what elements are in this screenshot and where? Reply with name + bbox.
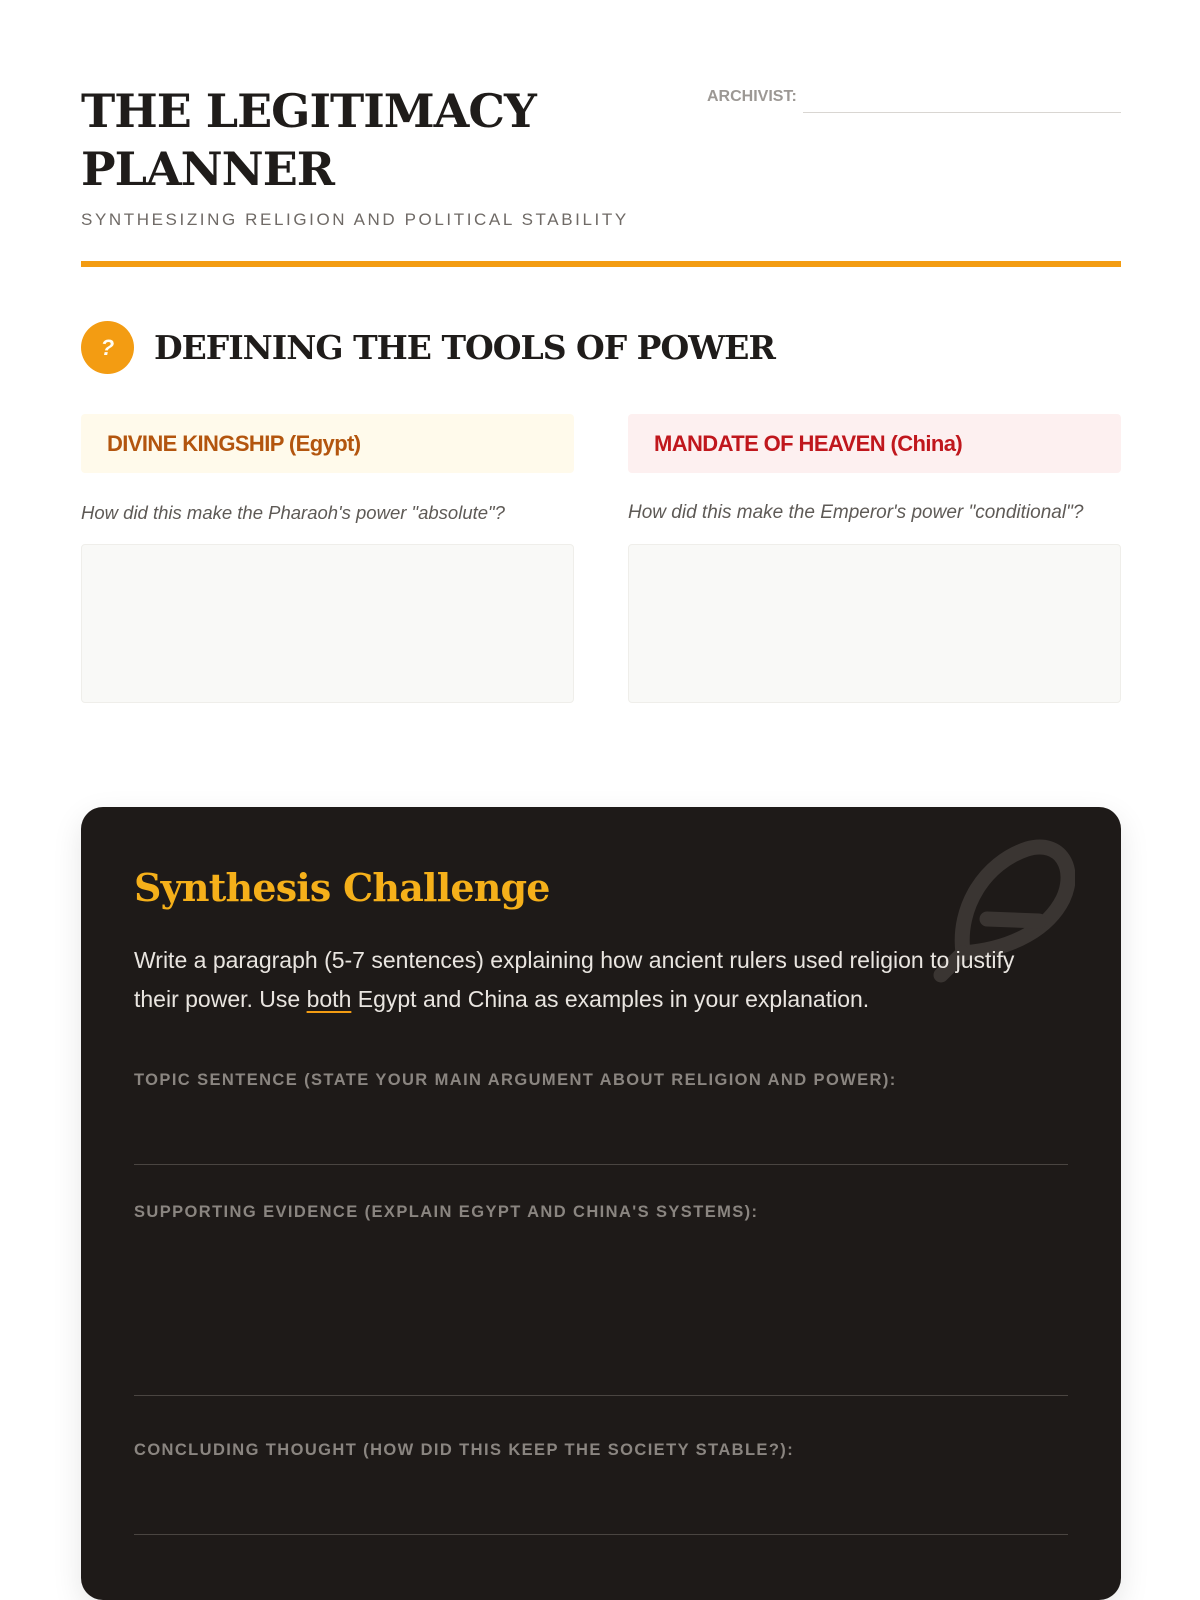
instructions-emphasis: both bbox=[306, 986, 352, 1012]
synthesis-instructions bbox=[134, 941, 1034, 1019]
page-subtitle: SYNTHESIZING RELIGION AND POLITICAL STABILITY bbox=[81, 210, 629, 229]
concept-column-china bbox=[628, 414, 1121, 703]
topic-sentence-field bbox=[134, 1071, 1068, 1090]
concept-column-egypt bbox=[81, 414, 574, 703]
archivist-field bbox=[707, 88, 1121, 114]
header-divider bbox=[81, 261, 1121, 267]
supporting-evidence-field bbox=[134, 1203, 1068, 1222]
concluding-thought-input[interactable] bbox=[134, 1534, 1068, 1535]
worksheet-page bbox=[81, 0, 1121, 1600]
question-mark-icon: ? bbox=[81, 321, 134, 374]
header bbox=[81, 82, 1121, 268]
topic-sentence-input[interactable] bbox=[134, 1164, 1068, 1165]
section-heading bbox=[81, 321, 1121, 375]
instructions-text-end: Egypt and China as examples in your explanation. bbox=[351, 986, 870, 1012]
section-title: DEFINING THE TOOLS OF POWER bbox=[154, 328, 775, 367]
answer-box-china[interactable] bbox=[628, 544, 1121, 703]
instructions-text: Write a paragraph (5-7 sentences) explaining how ancient rulers used religion to justify their power. Use bbox=[134, 947, 1015, 1012]
concept-heading-egypt: DIVINE KINGSHIP (Egypt) bbox=[81, 414, 574, 473]
synthesis-card bbox=[81, 807, 1121, 1600]
page-title: THE LEGITIMACY PLANNER bbox=[81, 84, 536, 196]
synthesis-title: Synthesis Challenge bbox=[134, 865, 550, 910]
archivist-input-line[interactable] bbox=[803, 112, 1121, 113]
supporting-evidence-label: SUPPORTING EVIDENCE (EXPLAIN EGYPT AND CHINA'S SYSTEMS): bbox=[134, 1203, 759, 1221]
answer-box-egypt[interactable] bbox=[81, 544, 574, 703]
concept-prompt-egypt: How did this make the Pharaoh's power "absolute"? bbox=[81, 502, 505, 523]
concept-heading-china: MANDATE OF HEAVEN (China) bbox=[628, 414, 1121, 473]
supporting-evidence-input[interactable] bbox=[134, 1395, 1068, 1396]
concept-prompt-china: How did this make the Emperor's power "conditional"? bbox=[628, 502, 1084, 523]
concluding-thought-label: CONCLUDING THOUGHT (HOW DID THIS KEEP THE SOCIETY STABLE?): bbox=[134, 1441, 795, 1459]
topic-sentence-label: TOPIC SENTENCE (STATE YOUR MAIN ARGUMENT ABOUT RELIGION AND POWER): bbox=[134, 1071, 897, 1089]
concluding-thought-field bbox=[134, 1441, 1068, 1460]
archivist-label: ARCHIVIST: bbox=[707, 88, 797, 105]
